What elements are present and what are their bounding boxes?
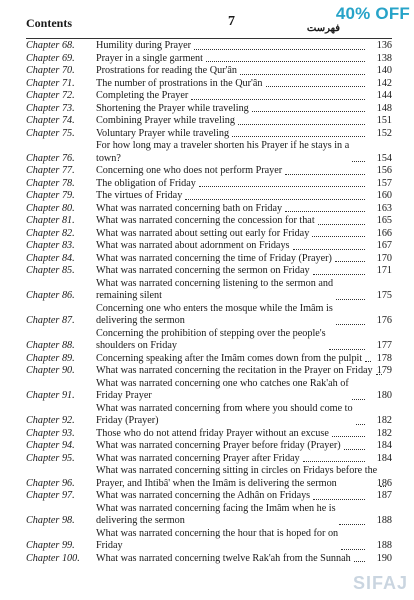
toc-entry	[26, 453, 392, 466]
chapter-label: Chapter 94.	[26, 440, 75, 451]
page-ref: 184	[376, 452, 392, 464]
toc-entry	[26, 90, 392, 103]
chapter-title-line: What was narrated concerning the Adhân on Fridays	[96, 490, 311, 501]
chapter-title	[96, 140, 368, 165]
chapter-title-line: What was narrated concerning Prayer before friday (Prayer)	[96, 440, 341, 451]
chapter-title-line: What was narrated concerning the hour that is hoped for on	[96, 527, 339, 539]
chapter-title	[96, 465, 378, 490]
chapter-title	[96, 190, 368, 203]
chapter-title-line: Prayer in a single garment	[96, 52, 203, 64]
chapter-title-line: What was narrated concerning sitting in circles on Fridays before the	[96, 465, 378, 476]
toc-entry	[26, 265, 392, 278]
chapter-title-line: What was narrated concerning listening to the sermon and	[96, 277, 334, 289]
chapter-title-line: What was narrated concerning facing the Imâm when he is	[96, 502, 336, 514]
chapter-title	[96, 203, 368, 216]
toc-entry	[26, 190, 392, 203]
toc-entry	[26, 440, 392, 453]
chapter-title	[96, 440, 368, 453]
chapter-title-line: Prostrations for reading the Qur'ân	[96, 65, 238, 76]
chapter-title-line: The virtues of Friday	[96, 190, 183, 201]
chapter-title	[96, 65, 368, 78]
chapter-title-line: town?	[96, 152, 121, 164]
chapter-title-line: The number of prostrations in the Qur'ân	[96, 77, 263, 89]
dot-leader	[293, 249, 365, 250]
toc-entry	[26, 328, 392, 353]
dot-leader	[206, 61, 365, 62]
chapter-label: Chapter 77.	[26, 165, 75, 176]
chapter-label: Chapter 88.	[26, 340, 75, 351]
running-head-arabic: فهرست	[306, 23, 340, 34]
chapter-label: Chapter 97.	[26, 490, 75, 501]
dot-leader	[329, 349, 365, 350]
toc-entry	[26, 78, 392, 91]
dot-leader	[352, 161, 365, 162]
chapter-title	[96, 253, 368, 266]
page-ref: 176	[376, 315, 392, 326]
chapter-title	[96, 90, 368, 103]
dot-leader	[194, 49, 365, 50]
chapter-label: Chapter 96.	[26, 477, 75, 489]
chapter-label: Chapter 100.	[26, 552, 80, 564]
dot-leader	[232, 136, 365, 137]
chapter-label: Chapter 86.	[26, 290, 75, 301]
chapter-title	[96, 40, 368, 53]
page-ref: 171	[376, 265, 392, 276]
chapter-title-line: delivering the sermon	[96, 315, 185, 326]
chapter-title-line: delivering the sermon	[96, 515, 185, 526]
dot-leader	[344, 449, 365, 450]
toc-entry	[26, 228, 392, 241]
dot-leader	[336, 299, 365, 300]
page-ref: 154	[376, 152, 392, 164]
chapter-label: Chapter 68.	[26, 40, 75, 51]
chapter-title-line: Concerning one who does not perform Prayer	[96, 165, 283, 176]
page-ref: 166	[376, 227, 392, 239]
chapter-title-line: Completing the Prayer	[96, 90, 189, 101]
chapter-title-line: Concerning the prohibition of stepping over the people's	[96, 327, 326, 339]
chapter-title-line: The obligation of Friday	[96, 177, 196, 189]
chapter-title-line: Shortening the Prayer while traveling	[96, 102, 249, 114]
chapter-title-line: Combining Prayer while traveling	[96, 115, 235, 126]
dot-leader	[312, 236, 365, 237]
chapter-label: Chapter 91.	[26, 390, 75, 401]
toc-entry	[26, 53, 392, 66]
toc-entry	[26, 165, 392, 178]
chapter-title-line: What was narrated concerning from where you should come to	[96, 402, 353, 414]
dot-leader	[240, 74, 365, 75]
chapter-title-line: Friday (Prayer)	[96, 415, 159, 426]
toc-entry	[26, 40, 392, 53]
dot-leader	[332, 436, 365, 437]
toc-entry	[26, 203, 392, 216]
page-ref: 180	[376, 390, 392, 401]
table-of-contents	[26, 40, 392, 565]
chapter-title	[96, 428, 368, 441]
chapter-title-line: Friday	[96, 540, 123, 551]
chapter-label: Chapter 78.	[26, 177, 75, 189]
chapter-title-line: Voluntary Prayer while traveling	[96, 127, 230, 139]
chapter-title	[96, 53, 368, 66]
toc-entry	[26, 403, 392, 428]
chapter-title-line: What was narrated concerning the recitation in the Prayer on Friday	[96, 365, 373, 376]
page-ref: 157	[376, 177, 392, 189]
chapter-label: Chapter 95.	[26, 452, 75, 464]
header-rule	[26, 38, 392, 39]
chapter-label: Chapter 71.	[26, 77, 75, 89]
chapter-label: Chapter 69.	[26, 52, 75, 64]
chapter-title-line: What was narrated about setting out early for Friday	[96, 227, 310, 239]
chapter-label: Chapter 89.	[26, 352, 75, 364]
toc-entry	[26, 378, 392, 403]
chapter-title-line: What was narrated concerning bath on Friday	[96, 202, 283, 214]
dot-leader	[313, 499, 365, 500]
chapter-title-line: shoulders on Friday	[96, 340, 177, 351]
chapter-label: Chapter 93.	[26, 427, 75, 439]
toc-entry	[26, 178, 392, 191]
chapter-title-line: What was narrated concerning the sermon on Friday	[96, 265, 310, 276]
chapter-title	[96, 128, 368, 141]
chapter-title	[96, 103, 368, 116]
running-head-contents: Contents	[26, 16, 73, 30]
toc-entry	[26, 353, 392, 366]
toc-entry	[26, 65, 392, 78]
toc-entry	[26, 503, 392, 528]
page-number: 7	[228, 14, 235, 29]
page-ref: 187	[376, 490, 392, 501]
page-ref: 152	[376, 127, 392, 139]
chapter-label: Chapter 92.	[26, 415, 75, 426]
chapter-title	[96, 328, 368, 353]
page-ref: 160	[376, 190, 392, 201]
dot-leader	[191, 99, 365, 100]
page-ref: 175	[376, 290, 392, 301]
chapter-label: Chapter 82.	[26, 227, 75, 239]
chapter-title-line: What was narrated concerning the concession for that	[96, 215, 315, 226]
page-ref: 178	[376, 352, 392, 364]
dot-leader	[185, 199, 365, 200]
chapter-label: Chapter 80.	[26, 202, 75, 214]
dot-leader	[352, 399, 365, 400]
dot-leader	[339, 524, 365, 525]
page-ref: 148	[376, 102, 392, 114]
dot-leader	[336, 324, 365, 325]
chapter-title-line: Those who do not attend friday Prayer without an excuse	[96, 427, 329, 439]
page-ref: 188	[376, 515, 392, 526]
dot-leader	[285, 211, 365, 212]
chapter-label: Chapter 90.	[26, 365, 75, 376]
watermark-logo: SIFAJ	[352, 573, 408, 593]
page-ref: 163	[376, 202, 392, 214]
page-ref: 167	[376, 240, 392, 251]
toc-entry	[26, 215, 392, 228]
chapter-title-line: What was narrated concerning twelve Rak'ah from the Sunnah	[96, 552, 351, 564]
dot-leader	[341, 549, 365, 550]
page-ref: 138	[376, 52, 392, 64]
page-ref: 190	[376, 552, 392, 564]
dot-leader	[303, 461, 365, 462]
chapter-title-line: Humility during Prayer	[96, 40, 192, 51]
toc-entry	[26, 115, 392, 128]
page-ref: 188	[376, 540, 392, 551]
page-ref: 165	[376, 215, 392, 226]
chapter-title	[96, 265, 368, 278]
chapter-label: Chapter 83.	[26, 240, 75, 251]
chapter-title	[96, 453, 368, 466]
chapter-label: Chapter 70.	[26, 65, 75, 76]
toc-entry	[26, 278, 392, 303]
toc-entry	[26, 528, 392, 553]
toc-entry	[26, 553, 392, 566]
chapter-title	[96, 240, 368, 253]
chapter-label: Chapter 81.	[26, 215, 75, 226]
chapter-label: Chapter 74.	[26, 115, 75, 126]
chapter-label: Chapter 85.	[26, 265, 75, 276]
page-ref: 170	[376, 252, 392, 264]
page-ref: 144	[376, 90, 392, 101]
chapter-label: Chapter 75.	[26, 127, 75, 139]
page-ref: 142	[376, 77, 392, 89]
page-ref: 182	[376, 415, 392, 426]
page-ref: 186	[376, 477, 392, 489]
page-ref: 179	[376, 365, 392, 376]
chapter-title	[96, 378, 368, 403]
toc-entry	[26, 490, 392, 503]
page-ref: 140	[376, 65, 392, 76]
chapter-title-line: Concerning speaking after the Imâm comes down from the pulpit	[96, 352, 363, 364]
chapter-label: Chapter 79.	[26, 190, 75, 201]
chapter-title-line: Friday Prayer	[96, 390, 152, 401]
page-ref: 156	[376, 165, 392, 176]
chapter-label: Chapter 84.	[26, 252, 75, 264]
chapter-title	[96, 278, 368, 303]
dot-leader	[318, 224, 365, 225]
dot-leader	[285, 174, 365, 175]
toc-entry	[26, 303, 392, 328]
chapter-label: Chapter 87.	[26, 315, 75, 326]
chapter-title	[96, 165, 368, 178]
chapter-label: Chapter 76.	[26, 152, 75, 164]
chapter-title-line: Concerning one who enters the mosque while the Imâm is	[96, 302, 333, 314]
page-ref: 182	[376, 427, 392, 439]
chapter-title	[96, 78, 368, 91]
chapter-title	[96, 178, 368, 191]
chapter-label: Chapter 73.	[26, 102, 75, 114]
chapter-title	[96, 503, 368, 528]
toc-entry	[26, 128, 392, 141]
dot-leader	[313, 274, 365, 275]
chapter-title	[96, 403, 368, 428]
chapter-title-line: For how long may a traveler shorten his Prayer if he stays in a	[96, 140, 350, 151]
chapter-title	[96, 365, 373, 378]
dot-leader	[199, 186, 365, 187]
toc-entry	[26, 428, 392, 441]
page-ref: 151	[376, 115, 392, 126]
toc-entry	[26, 140, 392, 165]
page-ref: 177	[376, 340, 392, 351]
chapter-title	[96, 228, 368, 241]
page-ref: 136	[376, 40, 392, 51]
chapter-title	[96, 490, 368, 503]
dot-leader	[356, 424, 365, 425]
chapter-title-line: What was narrated concerning the time of Friday (Prayer)	[96, 252, 332, 264]
chapter-label: Chapter 99.	[26, 540, 75, 551]
dot-leader	[354, 561, 365, 562]
toc-entry	[26, 103, 392, 116]
dot-leader	[266, 86, 366, 87]
chapter-title-line: What was narrated about adornment on Fridays	[96, 240, 290, 251]
toc-entry	[26, 240, 392, 253]
chapter-title-line: Prayer, and Ihtibâ' when the Imâm is delivering the sermon	[96, 477, 337, 489]
toc-entry	[26, 365, 392, 378]
dot-leader	[252, 111, 365, 112]
discount-badge: 40% OFF	[335, 4, 410, 23]
dot-leader	[238, 124, 365, 125]
chapter-title	[96, 553, 368, 566]
toc-entry	[26, 253, 392, 266]
page-ref: 184	[376, 440, 392, 451]
chapter-title	[96, 528, 368, 553]
chapter-label: Chapter 98.	[26, 515, 75, 526]
chapter-title	[96, 353, 368, 366]
toc-entry	[26, 465, 392, 490]
chapter-label: Chapter 72.	[26, 90, 75, 101]
chapter-title-line: What was narrated concerning one who catches one Rak'ah of	[96, 377, 349, 389]
chapter-title	[96, 303, 368, 328]
chapter-title-line: remaining silent	[96, 290, 162, 301]
chapter-title-line: What was narrated concerning Prayer after Friday	[96, 452, 300, 464]
dot-leader	[335, 261, 365, 262]
chapter-title	[96, 215, 368, 228]
chapter-title	[96, 115, 368, 128]
